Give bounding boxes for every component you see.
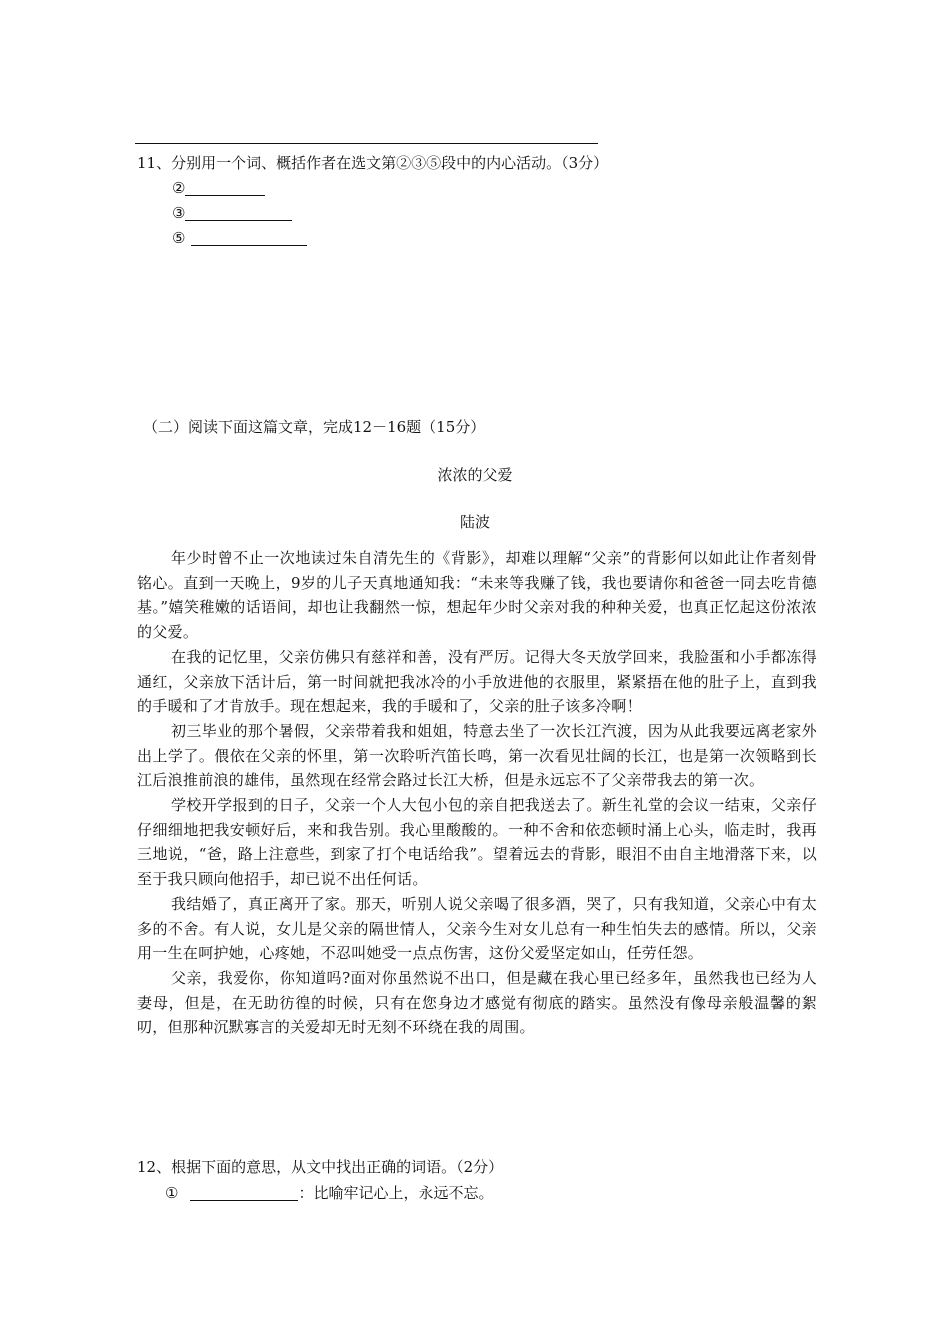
section-2-heading: （二）阅读下面这篇文章，完成12－16题（15分）: [143, 418, 486, 436]
question-11-prompt: 11、分别用一个词、概括作者在选文第②③⑤段中的内心活动。（3分）: [137, 154, 609, 172]
article-paragraph-1: 年少时曾不止一次地读过朱自清先生的《背影》，却难以理解“父亲”的背影何以如此让作者刻骨铭心。直到一天晚上，9岁的儿子天真地通知我：“未来等我赚了钱，我也要请你和爸爸一同去吃肯德基。”嬉笑稚嫩的话语间，却也让我翻然一惊，想起年少时父亲对我的种种关爱，也真正忆起这份浓浓的父爱。: [137, 549, 817, 642]
q11-item-2-label: ②: [172, 179, 186, 197]
q11-item-5: [172, 229, 307, 247]
article-paragraph-3: 初三毕业的那个暑假，父亲带着我和姐姐，特意去坐了一次长江汽渡，因为从此我要远离老家外出上学了。偎依在父亲的怀里，第一次聆听汽笛长鸣，第一次看见壮阔的长江，也是第一次领略到长江后浪推前浪的雄伟，虽然现在经常会路过长江大桥，但是永远忘不了父亲带我去的第一次。: [137, 721, 817, 790]
q11-item-5-answer-blank[interactable]: [191, 229, 307, 246]
q12-item-1-label: ①: [165, 1184, 179, 1202]
article-paragraph-4: 学校开学报到的日子，父亲一个人大包小包的亲自把我送去了。新生礼堂的会议一结束，父亲仔仔细细地把我安顿好后，来和我告别。我心里酸酸的。一种不舍和依恋顿时涌上心头，临走时，我再三地说，“爸，路上注意些，到家了打个电话给我”。望着远去的背影，眼泪不由自主地滑落下来，以至于我只顾向他招手，却已说不出任何话。: [137, 796, 817, 889]
article-title: 浓浓的父爱: [437, 466, 513, 484]
q12-item-1: [165, 1182, 493, 1203]
q11-item-5-label: ⑤: [172, 229, 186, 247]
q11-item-3-label: ③: [172, 204, 186, 222]
q11-item-3-answer-blank[interactable]: [185, 204, 292, 221]
article-paragraph-6: 父亲，我爱你，你知道吗?面对你虽然说不出口，但是藏在我心里已经多年，虽然我也已经为人妻母，但是，在无助彷徨的时候，只有在您身边才感觉有彻底的踏实。虽然没有像母亲般温馨的絮叨，但那种沉默寡言的关爱却无时无刻不环绕在我的周围。: [137, 968, 817, 1037]
question-12-prompt: 12、根据下面的意思，从文中找出正确的词语。（2分）: [137, 1158, 504, 1176]
article-author: 陆波: [459, 513, 490, 531]
q12-item-1-definition: ：比喻牢记心上，永远不忘。: [298, 1184, 494, 1202]
article-body: [137, 546, 817, 1040]
q12-item-1-answer-blank[interactable]: [190, 1184, 298, 1201]
article-paragraph-2: 在我的记忆里，父亲仿佛只有慈祥和善，没有严厉。记得大冬天放学回来，我脸蛋和小手都冻得通红，父亲放下活计后，第一时间就把我冰冷的小手放进他的衣服里，紧紧捂在他的肚子上，直到我的手暖和了才肯放手。现在想起来，我的手暖和了，父亲的肚子该多冷啊！: [137, 647, 817, 716]
q11-item-3: [172, 204, 292, 222]
q11-item-2-answer-blank[interactable]: [185, 179, 265, 196]
article-paragraph-5: 我结婚了，真正离开了家。那天，听别人说父亲喝了很多酒，哭了，只有我知道，父亲心中有太多的不舍。有人说，女儿是父亲的隔世情人，父亲今生对女儿总有一种生怕失去的感情。所以，父亲用一生在呵护她，心疼她，不忍叫她受一点点伤害，这份父爱坚定如山，任劳任怨。: [137, 894, 817, 963]
top-answer-line: [135, 143, 598, 144]
q11-item-2: [172, 179, 265, 197]
